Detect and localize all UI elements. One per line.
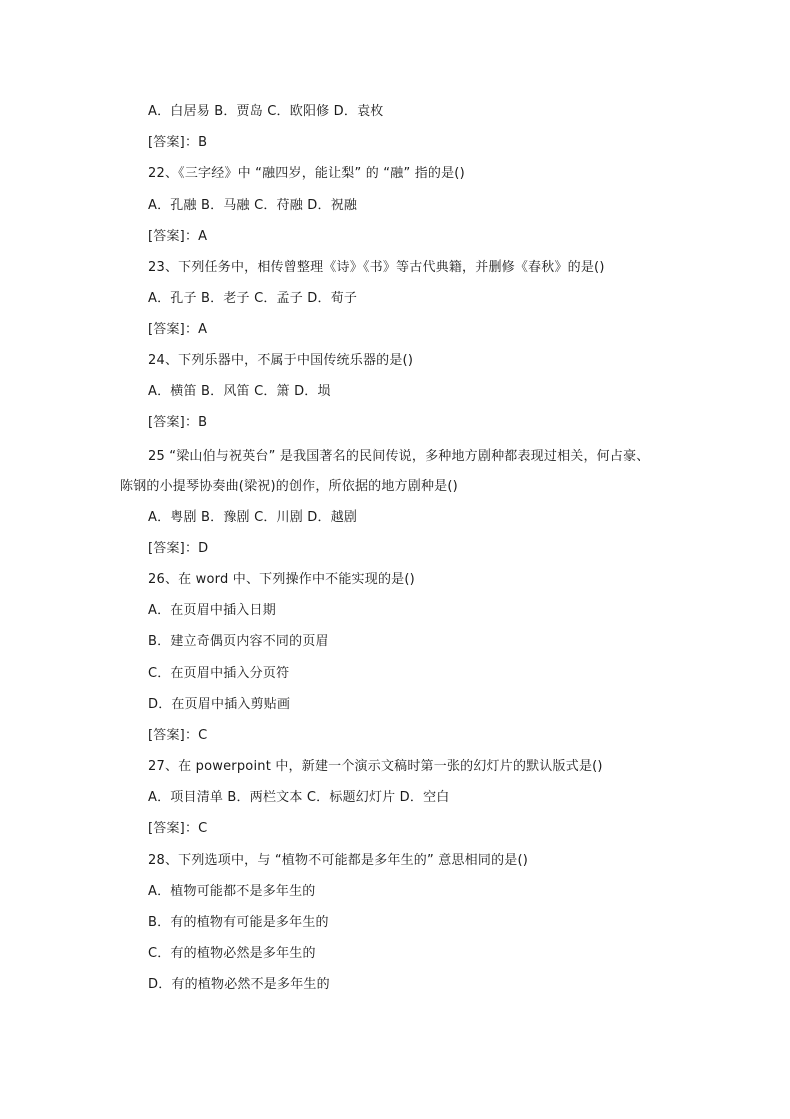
q26-question: 26、在 word 中、下列操作中不能实现的是(): [148, 572, 415, 587]
q28-option-a: A．植物可能都不是多年生的: [148, 884, 316, 899]
q25-question: 25 “梁山伯与祝英台” 是我国著名的民间传说，多种地方剧种都表现过相关，何占豪、: [148, 449, 650, 464]
q25-answer: [答案]：D: [148, 541, 209, 556]
q27-answer: [答案]：C: [148, 821, 208, 836]
q26-option-c: C．在页眉中插入分页符: [148, 666, 290, 681]
q24-question: 24、下列乐器中，不属于中国传统乐器的是(): [148, 353, 414, 368]
q26-option-d: D．在页眉中插入剪贴画: [148, 697, 291, 712]
q23-question: 23、下列任务中，相传曾整理《诗》《书》等古代典籍，并删修《春秋》的是(): [148, 260, 605, 275]
q22-options: A．孔融 B．马融 C．苻融 D．祝融: [148, 198, 358, 213]
q24-answer: [答案]：B: [148, 415, 208, 430]
q27-question: 27、在 powerpoint 中，新建一个演示文稿时第一张的幻灯片的默认版式是(): [148, 759, 603, 774]
q25-options: A．粤剧 B．豫剧 C．川剧 D．越剧: [148, 510, 358, 525]
q27-options: A．项目清单 B．两栏文本 C．标题幻灯片 D．空白: [148, 790, 450, 805]
q28-option-d: D．有的植物必然不是多年生的: [148, 977, 330, 992]
q23-answer: [答案]：A: [148, 322, 208, 337]
q26-option-a: A．在页眉中插入日期: [148, 603, 276, 618]
q22-question: 22、《三字经》中 “融四岁，能让梨” 的 “融” 指的是(): [148, 166, 465, 181]
q23-options: A．孔子 B．老子 C．孟子 D．荀子: [148, 291, 358, 306]
q21-answer: [答案]：B: [148, 135, 208, 150]
q28-option-b: B．有的植物有可能是多年生的: [148, 915, 329, 930]
q28-option-c: C．有的植物必然是多年生的: [148, 946, 316, 961]
q25-question-continued: 陈钢的小提琴协奏曲(梁祝)的创作，所依据的地方剧种是(): [120, 479, 458, 494]
q22-answer: [答案]：A: [148, 229, 208, 244]
q24-options: A．横笛 B．风笛 C．箫 D．埙: [148, 384, 331, 399]
q28-question: 28、下列选项中，与 “植物不可能都是多年生的” 意思相同的是(): [148, 853, 529, 868]
q26-option-b: B．建立奇偶页内容不同的页眉: [148, 634, 329, 649]
q26-answer: [答案]：C: [148, 728, 208, 743]
q21-options: A．白居易 B．贾岛 C．欧阳修 D．袁枚: [148, 104, 384, 119]
